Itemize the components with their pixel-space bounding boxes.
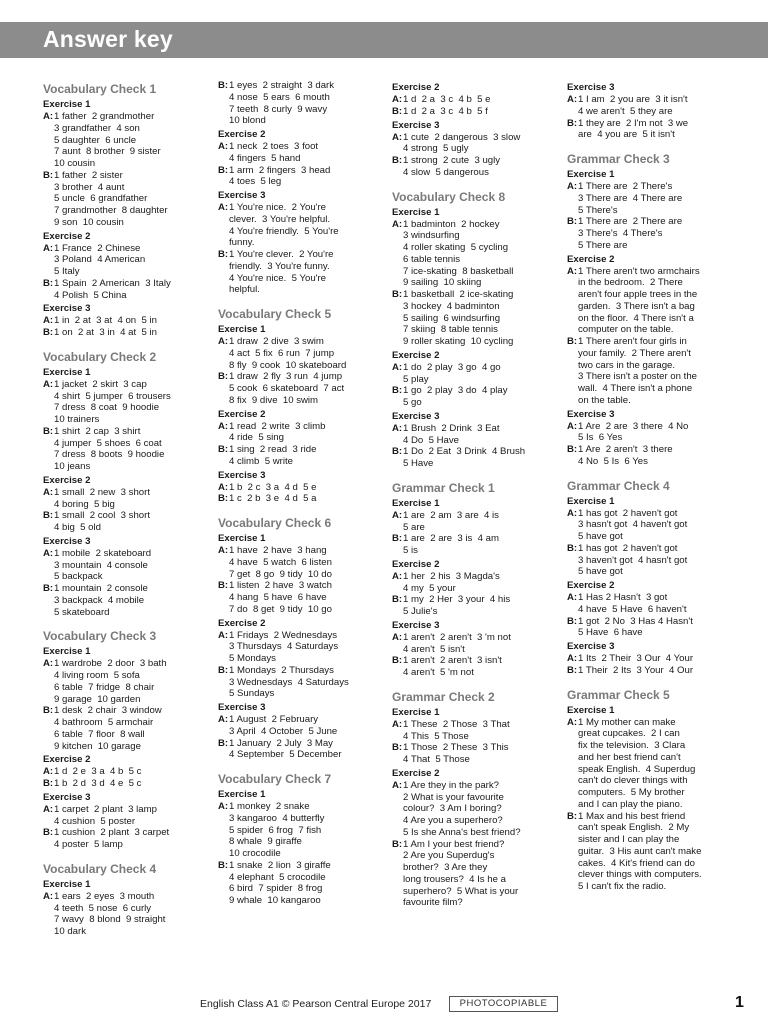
answer-line (567, 592, 737, 616)
answer-text: 1 shirt 2 cap 3 shirt 4 jumper 5 shoes 6 coat 7 dress 8 boots 9 hoodie 10 jeans (54, 425, 165, 472)
answer-line (392, 155, 556, 179)
answer-line (43, 804, 205, 828)
answer-line (567, 508, 737, 543)
answer-label: A: (567, 507, 578, 519)
answer-label: A: (392, 779, 403, 791)
answer-text: 1 There aren't four girls in your family. 2 There aren't two cars in the garage. 3 There isn't a poster on the wall. 4 There isn't a phone on the table. (578, 336, 697, 406)
answer-label: A: (43, 766, 54, 778)
header-bar (0, 22, 768, 58)
answer-text: 1 d 2 e 3 a 4 b 5 c (54, 766, 142, 778)
answer-text: 1 Max and his best friend can't speak English. 2 My sister and I can play the guitar. 3 His aunt can't make cakes. 4 Kit's friend can do clever things with computers. 5 I can't fix the radio. (578, 810, 702, 892)
answer-label: A: (392, 94, 403, 105)
answer-line (392, 780, 556, 839)
answer-column-4 (567, 80, 737, 893)
answer-line (43, 170, 205, 229)
answer-label: B: (218, 664, 229, 676)
exercise-title: Exercise 3 (43, 791, 91, 803)
answer-text: 1 aren't 2 aren't 3 'm not 4 aren't 5 isn't (403, 631, 511, 655)
answer-text: 1 Their 2 Its 3 Your 4 Our (578, 664, 694, 676)
exercise-title: Exercise 1 (392, 497, 440, 509)
answer-line (43, 827, 205, 851)
answer-label: A: (567, 265, 578, 277)
answer-line (392, 571, 556, 595)
exercise-title: Exercise 1 (218, 324, 266, 335)
answer-label: A: (218, 141, 229, 152)
answer-label: B: (218, 737, 229, 749)
exercise-title: Exercise 2 (567, 253, 615, 265)
answer-label: B: (43, 705, 54, 717)
answer-text: 1 do 2 play 3 go 4 go 5 play (403, 361, 501, 385)
section-title: Grammar Check 5 (567, 687, 670, 702)
section-title: Vocabulary Check 1 (43, 82, 157, 96)
answer-line (567, 811, 737, 893)
answer-line (218, 80, 378, 127)
exercise-title: Exercise 1 (43, 366, 91, 378)
answer-label: B: (567, 615, 578, 627)
answer-line (392, 510, 556, 534)
answer-line (392, 385, 556, 409)
answer-line (218, 202, 378, 249)
exercise-title: Exercise 2 (567, 580, 615, 591)
answer-text: 1 cushion 2 plant 3 carpet 4 poster 5 lamp (54, 827, 170, 850)
answer-line (43, 278, 205, 302)
answer-line (218, 738, 378, 762)
answer-line (392, 423, 556, 447)
answer-line (392, 742, 556, 766)
answer-line (567, 118, 737, 142)
answer-text: 1 b 2 d 3 d 4 e 5 c (54, 778, 142, 789)
answer-label: A: (567, 653, 578, 664)
answer-label: B: (218, 493, 229, 505)
answer-label: B: (392, 446, 403, 458)
answer-text: 1 Brush 2 Drink 3 Eat 4 Do 5 Have (403, 422, 500, 446)
answer-label: A: (218, 481, 229, 493)
answer-line (43, 327, 205, 339)
exercise-title: Exercise 3 (218, 190, 266, 201)
answer-text: 1 has got 2 haven't got 3 haven't got 4 hasn't got 5 have got (578, 542, 688, 578)
answer-label: A: (218, 714, 229, 725)
answer-text: 1 listen 2 have 3 watch 4 hang 5 have 6 have 7 do 8 get 9 tidy 10 go (229, 580, 332, 615)
answer-line (218, 630, 378, 665)
answer-column-2 (218, 80, 378, 907)
answer-text: 1 badminton 2 hockey 3 windsurfing 4 roller skating 5 cycling 6 table tennis 7 ice-skating 8 basketball 9 sailing 10 skiing (403, 218, 514, 289)
answer-line (567, 653, 737, 665)
section-title: Grammar Check 4 (567, 478, 670, 493)
answer-text: 1 Those 2 These 3 This 4 That 5 Those (403, 742, 509, 765)
answer-line (392, 289, 556, 348)
answer-text: 1 sing 2 read 3 ride 4 climb 5 write (229, 444, 317, 467)
exercise-title: Exercise 2 (43, 754, 91, 766)
answer-text: 1 ears 2 eyes 3 mouth 4 teeth 5 nose 6 curly 7 wavy 8 blond 9 straight 10 dark (54, 890, 166, 937)
answer-label: A: (567, 181, 578, 192)
answer-line (567, 717, 737, 811)
answer-label: A: (567, 420, 578, 432)
answer-label: B: (567, 444, 578, 455)
answer-text: 1 mobile 2 skateboard 3 mountain 4 console 5 backpack (54, 547, 152, 583)
answer-label: B: (567, 336, 578, 347)
answer-label: A: (392, 131, 403, 143)
answer-label: B: (218, 859, 229, 871)
answer-line (567, 336, 737, 407)
answer-line (218, 665, 378, 700)
answer-line (43, 243, 205, 278)
answer-line (43, 583, 205, 618)
exercise-title: Exercise 3 (567, 641, 615, 652)
exercise-title: Exercise 1 (43, 878, 91, 890)
footer (0, 994, 768, 1018)
answer-text: 1 draw 2 dive 3 swim 4 act 5 fix 6 run 7 jump 8 fly 9 cook 10 skateboard (229, 336, 347, 371)
answer-line (218, 860, 378, 907)
answer-text: 1 in 2 at 3 at 4 on 5 in (54, 315, 157, 327)
answer-text: 1 small 2 cool 3 short 4 big 5 old (54, 510, 150, 533)
answer-line (392, 839, 556, 910)
section-title: Vocabulary Check 4 (43, 861, 157, 876)
answer-line (43, 426, 205, 473)
answer-line (218, 482, 378, 494)
answer-label: A: (43, 803, 54, 815)
answer-line (218, 371, 378, 406)
answer-label: B: (43, 510, 54, 522)
answer-text: 1 My mother can make great cupcakes. 2 I can fix the television. 3 Clara and her best friend can't speak English. 4 Superdug can't do clever things with computers. 5 My brother and I can play the piano. (578, 716, 696, 810)
exercise-title: Exercise 3 (567, 408, 615, 420)
answer-line (43, 315, 205, 327)
answer-line (43, 548, 205, 583)
answer-text: 1 on 2 at 3 in 4 at 5 in (54, 327, 157, 338)
exercise-title: Exercise 2 (218, 617, 266, 629)
answer-text: 1 aren't 2 aren't 3 isn't 4 aren't 5 'm not (403, 655, 502, 678)
answer-label: B: (567, 216, 578, 228)
answer-line (392, 655, 556, 679)
section-title: Vocabulary Check 7 (218, 772, 332, 786)
answer-line (43, 766, 205, 778)
answer-line (567, 665, 737, 677)
answer-line (392, 632, 556, 656)
answer-text: 1 are 2 am 3 are 4 is 5 are (403, 509, 499, 533)
answer-text: 1 got 2 No 3 Has 4 Hasn't 5 Have 6 have (578, 615, 693, 639)
answer-line (567, 444, 737, 468)
section-title: Grammar Check 2 (392, 689, 495, 704)
answer-text: 1 You're nice. 2 You're clever. 3 You're helpful. 4 You're friendly. 5 You're funny. (229, 202, 339, 249)
exercise-title: Exercise 1 (392, 206, 440, 218)
answer-line (392, 719, 556, 743)
exercise-title: Exercise 3 (218, 702, 266, 713)
answer-label: A: (218, 202, 229, 213)
answer-text: 1 Has 2 Hasn't 3 got 4 have 5 Have 6 haven't (578, 592, 687, 615)
section-title: Vocabulary Check 3 (43, 629, 157, 644)
answer-label: B: (218, 80, 229, 91)
answer-label: A: (43, 378, 54, 390)
answer-line (567, 216, 737, 251)
answer-column-3 (392, 80, 556, 909)
answer-label: A: (392, 718, 403, 730)
answer-text: 1 b 2 c 3 a 4 d 5 e (229, 481, 317, 493)
section-title: Grammar Check 3 (567, 152, 670, 166)
exercise-title: Exercise 1 (567, 169, 615, 180)
answer-line (218, 249, 378, 296)
answer-line (218, 493, 378, 505)
exercise-title: Exercise 2 (218, 408, 266, 420)
answer-text: 1 read 2 write 3 climb 4 ride 5 sing (229, 420, 326, 444)
answer-label: B: (392, 655, 403, 667)
exercise-title: Exercise 3 (43, 303, 91, 315)
answer-label: B: (567, 810, 578, 822)
answer-label: B: (392, 594, 403, 606)
answer-column-1 (43, 80, 205, 938)
answer-label: B: (43, 327, 54, 338)
answer-text: 1 Are they in the park? 2 What is your favourite colour? 3 Am I boring? 4 Are you a superhero? 5 Is she Anna's best friend? (403, 779, 521, 838)
answer-line (392, 94, 556, 106)
answer-text: 1 These 2 Those 3 That 4 This 5 Those (403, 718, 510, 742)
answer-text: 1 they are 2 I'm not 3 we are 4 you are 5 it isn't (578, 117, 689, 141)
answer-label: A: (392, 218, 403, 230)
answer-label: B: (392, 289, 403, 300)
answer-label: B: (392, 385, 403, 397)
answer-label: A: (567, 716, 578, 728)
answer-label: B: (43, 827, 54, 839)
answer-line (218, 444, 378, 468)
exercise-title: Exercise 1 (43, 99, 91, 110)
answer-line (392, 132, 556, 156)
answer-text: 1 There are 2 There are 3 There's 4 There's 5 There are (578, 216, 683, 251)
answer-text: 1 have 2 have 3 hang 4 have 5 watch 6 listen 7 get 8 go 9 tidy 10 do (229, 545, 332, 580)
answer-label: A: (218, 801, 229, 812)
answer-text: 1 d 2 a 3 c 4 b 5 f (403, 105, 488, 117)
exercise-title: Exercise 3 (392, 619, 440, 631)
answer-label: A: (43, 890, 54, 902)
answer-text: 1 has got 2 haven't got 3 hasn't got 4 haven't got 5 have got (578, 507, 688, 542)
answer-text: 1 go 2 play 3 do 4 play 5 go (403, 385, 508, 408)
answer-text: 1 c 2 b 3 e 4 d 5 a (229, 493, 317, 505)
page-number: 1 (735, 994, 744, 1011)
answer-text: 1 basketball 2 ice-skating 3 hockey 4 badminton 5 sailing 6 windsurfing 7 skiing 8 table tennis 9 roller skating 10 cycling (403, 289, 514, 347)
answer-label: A: (43, 547, 54, 559)
answer-line (43, 778, 205, 790)
answer-text: 1 Its 2 Their 3 Our 4 Your (578, 653, 694, 664)
answer-text: 1 Spain 2 American 3 Italy 4 Polish 5 China (54, 277, 171, 301)
answer-line (567, 94, 737, 118)
answer-text: 1 father 2 grandmother 3 grandfather 4 son 5 daughter 6 uncle 7 aunt 8 brother 9 sister 10 cousin (54, 111, 161, 169)
answer-label: B: (392, 838, 403, 850)
answer-line (218, 165, 378, 189)
section-title: Vocabulary Check 6 (218, 516, 332, 530)
answer-line (392, 219, 556, 290)
answer-label: A: (43, 315, 54, 327)
exercise-title: Exercise 2 (392, 558, 440, 570)
answer-text: 1 my 2 Her 3 your 4 his 5 Julie's (403, 594, 511, 617)
answer-label: B: (43, 425, 54, 437)
answer-label: A: (392, 570, 403, 582)
answer-label: B: (567, 664, 578, 676)
photocopiable-badge: PHOTOCOPIABLE (449, 996, 558, 1012)
exercise-title: Exercise 1 (43, 646, 91, 658)
answer-text: 1 father 2 sister 3 brother 4 aunt 5 uncle 6 grandfather 7 grandmother 8 daughter 9 son 10 cousin (54, 169, 168, 228)
answer-label: A: (392, 422, 403, 434)
answer-label: A: (43, 111, 54, 122)
answer-label: B: (218, 580, 229, 592)
answer-line (43, 891, 205, 938)
exercise-title: Exercise 1 (218, 533, 266, 544)
answer-line (43, 379, 205, 426)
exercise-title: Exercise 2 (43, 474, 91, 486)
answer-text: 1 Are 2 are 3 there 4 No 5 Is 6 Yes (578, 420, 689, 444)
answer-label: A: (43, 658, 54, 670)
answer-line (392, 594, 556, 618)
answer-line (218, 801, 378, 860)
answer-label: A: (567, 94, 578, 105)
exercise-title: Exercise 2 (218, 129, 266, 140)
answer-text: 1 her 2 his 3 Magda's 4 my 5 your (403, 570, 500, 594)
answer-line (392, 446, 556, 470)
answer-label: B: (392, 105, 403, 117)
answer-text: 1 desk 2 chair 3 window 4 bathroom 5 armchair 6 table 7 floor 8 wall 9 kitchen 10 garage (54, 705, 162, 752)
answer-text: 1 are 2 are 3 is 4 am 5 is (403, 533, 499, 556)
answer-text: 1 France 2 Chinese 3 Poland 4 American 5 Italy (54, 242, 146, 277)
answer-label: A: (392, 361, 403, 373)
answer-text: 1 I am 2 you are 3 it isn't 4 we aren't 5 they are (578, 94, 688, 117)
answer-text: 1 You're clever. 2 You're friendly. 3 You're funny. 4 You're nice. 5 You're helpful. (229, 249, 334, 296)
answer-text: 1 wardrobe 2 door 3 bath 4 living room 5 sofa 6 table 7 fridge 8 chair 9 garage 10 garden (54, 658, 167, 705)
answer-line (567, 543, 737, 578)
exercise-title: Exercise 1 (392, 706, 440, 718)
page-title: Answer key (43, 26, 173, 52)
answer-label: B: (218, 371, 229, 383)
answer-line (218, 714, 378, 738)
answer-label: B: (43, 169, 54, 181)
answer-label: B: (43, 583, 54, 594)
answer-line (43, 705, 205, 752)
answer-label: A: (43, 486, 54, 498)
answer-label: B: (218, 164, 229, 176)
answer-label: A: (218, 629, 229, 641)
answer-text: 1 carpet 2 plant 3 lamp 4 cushion 5 poster (54, 803, 157, 827)
answer-text: 1 monkey 2 snake 3 kangaroo 4 butterfly 5 spider 6 frog 7 fish 8 whale 9 giraffe 10 crocodile (229, 801, 325, 859)
answer-line (43, 510, 205, 534)
answer-label: B: (218, 444, 229, 455)
exercise-title: Exercise 2 (392, 349, 440, 361)
answer-label: B: (43, 277, 54, 289)
footer-credit: English Class A1 © Pearson Central Europe 2017 (200, 998, 432, 1010)
answer-text: 1 draw 2 fly 3 run 4 jump 5 cook 6 skateboard 7 act 8 fix 9 dive 10 swim (229, 371, 345, 406)
answer-label: A: (392, 509, 403, 521)
answer-label: A: (218, 545, 229, 556)
answer-text: 1 small 2 new 3 short 4 boring 5 big (54, 486, 150, 510)
answer-text: 1 eyes 2 straight 3 dark 4 nose 5 ears 6 mouth 7 teeth 8 curly 9 wavy 10 blond (229, 80, 335, 127)
section-title: Vocabulary Check 8 (392, 189, 506, 204)
answer-text: 1 Are 2 aren't 3 there 4 No 5 Is 6 Yes (578, 444, 673, 467)
answer-line (567, 421, 737, 445)
answer-label: A: (218, 420, 229, 432)
answer-label: B: (392, 533, 403, 545)
section-title: Vocabulary Check 2 (43, 349, 157, 364)
answer-text: 1 August 2 February 3 April 4 October 5 June (229, 714, 338, 737)
answer-text: 1 d 2 a 3 c 4 b 5 e (403, 94, 491, 105)
answer-text: 1 There aren't two armchairs in the bedroom. 2 There aren't four apple trees in the garden. 3 There isn't a bag on the floor. 4 There isn't a computer on the table. (578, 265, 700, 336)
answer-line (218, 141, 378, 165)
answer-line (567, 616, 737, 640)
answer-label: B: (218, 249, 229, 260)
answer-line (218, 421, 378, 445)
answer-label: B: (43, 778, 54, 789)
exercise-title: Exercise 3 (567, 82, 615, 93)
answer-line (392, 533, 556, 557)
answer-text: 1 Mondays 2 Thursdays 3 Wednesdays 4 Saturdays 5 Sundays (229, 664, 349, 700)
answer-text: 1 January 2 July 3 May 4 September 5 December (229, 737, 342, 761)
answer-line (43, 111, 205, 170)
answer-line (567, 266, 737, 337)
exercise-title: Exercise 1 (218, 789, 266, 800)
answer-line (218, 580, 378, 615)
answer-label: B: (392, 742, 403, 754)
answer-text: 1 snake 2 lion 3 giraffe 4 elephant 5 crocodile 6 bird 7 spider 8 frog 9 whale 10 kangaroo (229, 859, 331, 906)
exercise-title: Exercise 2 (392, 82, 440, 93)
exercise-title: Exercise 3 (218, 469, 266, 481)
answer-line (43, 658, 205, 705)
answer-line (567, 181, 737, 216)
answer-text: 1 There are 2 There's 3 There are 4 There are 5 There's (578, 181, 683, 216)
answer-text: 1 arm 2 fingers 3 head 4 toes 5 leg (229, 164, 331, 188)
answer-line (218, 336, 378, 371)
answer-label: B: (392, 155, 403, 166)
exercise-title: Exercise 2 (43, 230, 91, 242)
answer-label: A: (392, 631, 403, 643)
section-title: Grammar Check 1 (392, 480, 495, 495)
answer-text: 1 cute 2 dangerous 3 slow 4 strong 5 ugly (403, 131, 521, 155)
answer-text: 1 neck 2 toes 3 foot 4 fingers 5 hand (229, 141, 319, 164)
exercise-title: Exercise 3 (43, 535, 91, 547)
answer-label: A: (567, 592, 578, 603)
exercise-title: Exercise 2 (392, 767, 440, 779)
answer-label: A: (218, 336, 229, 347)
answer-text: 1 Do 2 Eat 3 Drink 4 Brush 5 Have (403, 446, 526, 469)
answer-text: 1 Am I your best friend? 2 Are you Superdug's brother? 3 Are they long trousers? 4 Is he a superhero? 5 What is your favourite film? (403, 838, 519, 909)
answer-label: A: (43, 242, 54, 254)
answer-line (218, 545, 378, 580)
answer-text: 1 Fridays 2 Wednesdays 3 Thursdays 4 Saturdays 5 Mondays (229, 629, 339, 664)
answer-line (392, 362, 556, 386)
exercise-title: Exercise 3 (392, 119, 440, 131)
exercise-title: Exercise 3 (392, 410, 440, 422)
answer-label: B: (567, 117, 578, 129)
answer-label: B: (567, 542, 578, 554)
answer-text: 1 mountain 2 console 3 backpack 4 mobile 5 skateboard (54, 583, 148, 618)
exercise-title: Exercise 1 (567, 495, 615, 507)
answer-line (392, 106, 556, 118)
answer-text: 1 strong 2 cute 3 ugly 4 slow 5 dangerous (403, 155, 501, 178)
answer-line (43, 487, 205, 511)
section-title: Vocabulary Check 5 (218, 307, 332, 321)
answer-text: 1 jacket 2 skirt 3 cap 4 shirt 5 jumper 6 trousers 7 dress 8 coat 9 hoodie 10 trainers (54, 378, 171, 425)
exercise-title: Exercise 1 (567, 704, 615, 716)
